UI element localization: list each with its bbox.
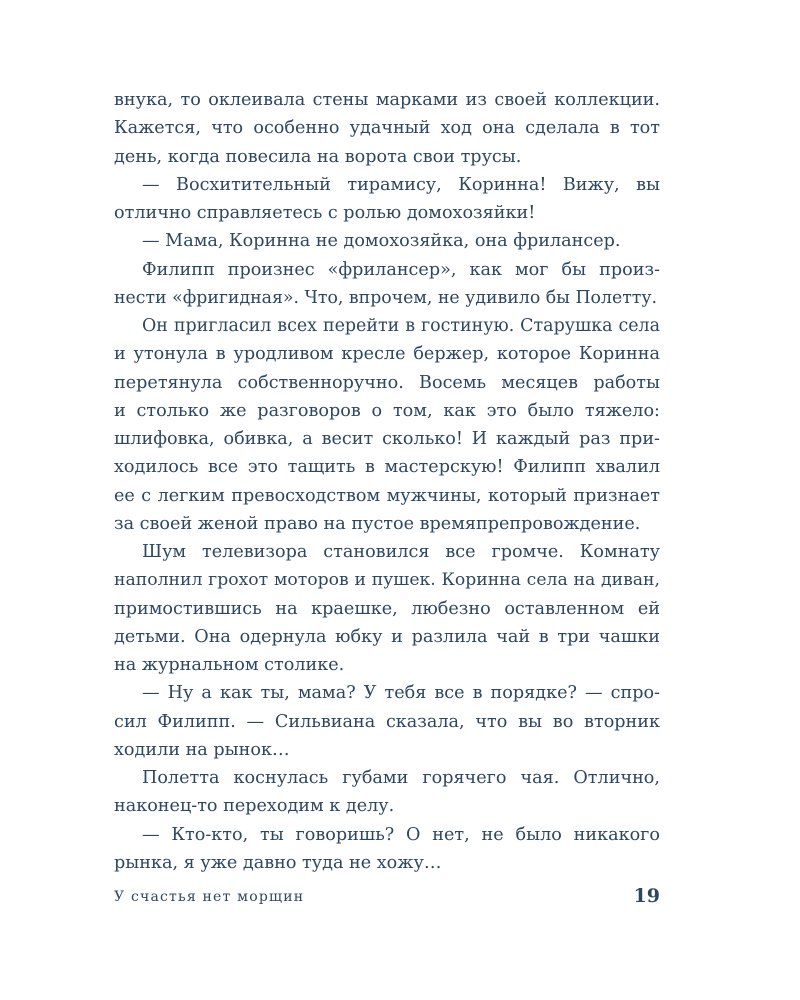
text-line: ее с легким превосходством мужчины, который признает — [114, 485, 660, 506]
text-line: примостившись на краешке, любезно оставленном ей — [114, 598, 660, 619]
text-line: Полетта коснулась губами горячего чая. Отлично, — [142, 768, 660, 788]
text-line: за своей женой право на пустое времяпрепровождение. — [114, 513, 641, 534]
text-line: рынка, я уже давно туда не хожу… — [114, 852, 442, 873]
text-line: Филипп произнес «фрилансер», как мог бы произ- — [142, 259, 660, 280]
page-text — [114, 86, 660, 877]
text-line: наконец-то переходим к делу. — [114, 796, 395, 817]
text-line: и утонула в уродливом кресле бержер, которое Коринна — [114, 344, 660, 365]
running-footer-title: У счастья нет морщин — [114, 889, 305, 905]
text-line: отлично справляетесь с ролью домохозяйки! — [114, 203, 536, 223]
text-line: наполнил грохот моторов и пушек. Коринна села на диван, — [114, 570, 660, 591]
text-line: день, когда повесила на ворота свои трусы. — [114, 146, 522, 167]
text-line: на журнальном столике. — [114, 655, 345, 675]
text-line: внука, то оклеивала стены марками из своей коллекции. — [114, 90, 660, 110]
text-line: — Восхитительный тирамису, Коринна! Вижу, вы — [142, 174, 660, 195]
text-line: — Кто-кто, ты говоришь? О нет, не было никакого — [142, 824, 660, 845]
text-line: Он пригласил всех перейти в гостиную. Старушка села — [142, 316, 660, 336]
text-line: сил Филипп. — Сильвиана сказала, что вы во вторник — [114, 711, 660, 732]
text-line: перетянула собственноручно. Восемь месяцев работы — [114, 372, 660, 393]
text-line: Шум телевизора становился все громче. Комнату — [142, 542, 660, 562]
page-number: 19 — [633, 885, 660, 907]
text-line: — Мама, Коринна не домохозяйка, она фрилансер. — [142, 231, 621, 252]
text-line: ходили на рынок… — [114, 739, 290, 760]
text-line: Кажется, что особенно удачный ход она сделала в тот — [114, 118, 660, 139]
text-line: детьми. Она одернула юбку и разлила чай в три чашки — [114, 626, 660, 647]
text-line: и столько же разговоров о том, как это было тяжело: — [114, 400, 660, 421]
text-line: ходилось все это тащить в мастерскую! Филипп хвалил — [114, 457, 660, 478]
text-line: шлифовка, обивка, а весит сколько! И каждый раз при- — [114, 429, 660, 449]
text-line: нести «фригидная». Что, впрочем, не удивило бы Полетту. — [114, 287, 658, 308]
text-line: — Ну а как ты, мама? У тебя все в порядке? — спро- — [142, 683, 660, 704]
